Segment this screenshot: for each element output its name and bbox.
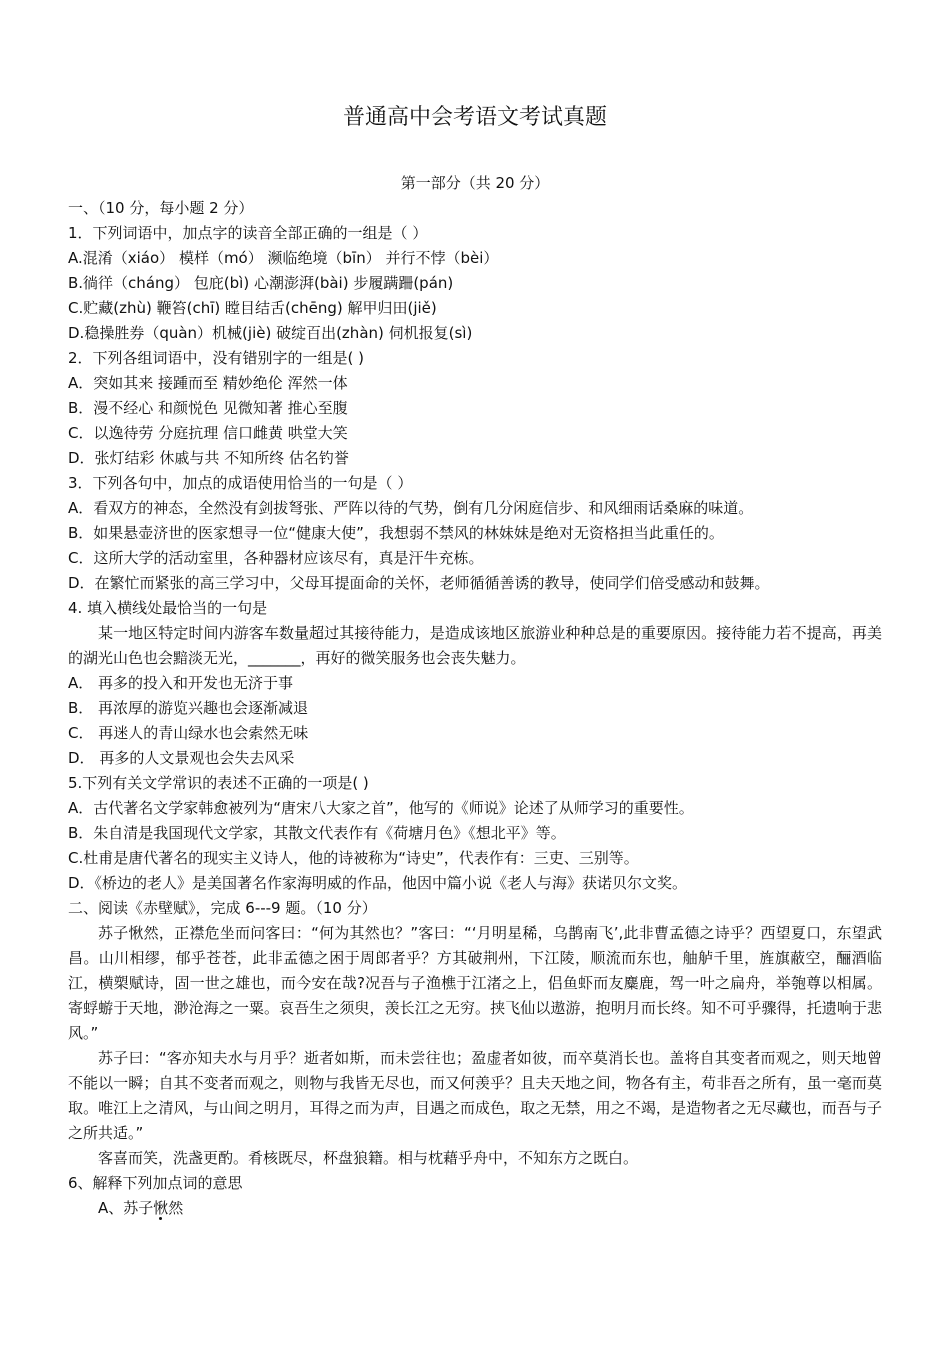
question-6-option-a <box>68 1196 882 1221</box>
question-5-option-b: B．朱自清是我国现代文学家，其散文代表作有《荷塘月色》《想北平》等。 <box>68 824 566 842</box>
question-4-option-d: D． 再多的人文景观也会失去风采 <box>68 749 295 767</box>
question-2-option-b: B．漫不经心 和颜悦色 见微知著 推心至腹 <box>68 399 348 417</box>
question-4-option-c: C． 再迷人的青山绿水也会索然无味 <box>68 724 309 742</box>
question-2-option-d: D．张灯结彩 休戚与共 不知所终 估名钓誉 <box>68 449 349 467</box>
question-5-option-a: A．古代著名文学家韩愈被列为“唐宋八大家之首”，他写的《师说》论述了从师学习的重要性。 <box>68 799 694 817</box>
dotted-character: 愀 <box>153 1199 169 1217</box>
page-title: 普通高中会考语文考试真题 <box>342 105 607 130</box>
reading-passage-paragraph-2: 苏子曰：“客亦知夫水与月乎？逝者如斯，而未尝往也；盈虚者如彼，而卒莫消长也。盖将自其变者而观之，则天地曾不能以一瞬；自其不变者而观之，则物与我皆无尽也，而又何羡乎？且夫天地之间，物各有主，苟非吾之所有，虽一毫而莫取。唯江上之清风，与山间之明月，耳得之而为声，目遇之而成色，取之无禁，用之不竭，是造物者之无尽藏也，而吾与子之所共适。” <box>68 1049 882 1142</box>
question-2-option-a: A．突如其来 接踵而至 精妙绝伦 浑然一体 <box>68 374 348 392</box>
question-2-stem: 2．下列各组词语中，没有错别字的一组是( ) <box>68 349 365 367</box>
question-1-option-c: C.贮藏(zhù) 鞭笞(chī) 瞠目结舌(chēng) 解甲归田(jiě) <box>68 299 437 317</box>
question-5-option-d: D．《桥边的老人》是美国著名作家海明威的作品，他因中篇小说《老人与海》获诺贝尔文奖。 <box>68 874 688 892</box>
reading-passage-paragraph-3: 客喜而笑，洗盏更酌。肴核既尽，杯盘狼籍。相与枕藉乎舟中，不知东方之既白。 <box>98 1149 639 1167</box>
question-2-option-c: C．以逸待劳 分庭抗理 信口雌黄 哄堂大笑 <box>68 424 348 442</box>
question-4-option-b: B． 再浓厚的游览兴趣也会逐渐减退 <box>68 699 309 717</box>
section-two-heading: 二、阅读《赤壁赋》，完成 6---9 题。（10 分） <box>68 899 377 917</box>
question-4-passage: 某一地区特定时间内游客车数量超过其接待能力，是造成该地区旅游业种种总是的重要原因。接待能力若不提高，再美的湖光山色也会黯淡无光，_______，再好的微笑服务也会丧失魅力。 <box>68 624 882 667</box>
reading-passage-paragraph-1: 苏子愀然，正襟危坐而问客曰：“何为其然也？”客曰：“‘月明星稀，乌鹊南飞’,此非曹孟德之诗乎？西望夏口，东望武昌。山川相缪，郁乎苍苍，此非孟德之困于周郎者乎？方其破荆州，下江陵，顺流而东也，舳舻千里，旌旗蔽空，酾酒临江，横槊赋诗，固一世之雄也，而今安在哉?况吾与子渔樵于江渚之上，侣鱼虾而友麋鹿，驾一叶之扁舟，举匏尊以相属。寄蜉蝣于天地，渺沧海之一粟。哀吾生之须臾，羡长江之无穷。挟飞仙以遨游，抱明月而长终。知不可乎骤得，托遗响于悲风。” <box>68 924 882 1042</box>
question-3-option-d: D．在繁忙而紧张的高三学习中，父母耳提面命的关怀，老师循循善诱的教导，使同学们倍受感动和鼓舞。 <box>68 574 770 592</box>
part-heading: 第一部分（共 20 分） <box>400 174 550 192</box>
question-1-option-d: D.稳操胜券（quàn）机械(jiè) 破绽百出(zhàn) 伺机报复(sì) <box>68 324 473 342</box>
question-6-option-a-suffix: 然 <box>168 1199 184 1217</box>
question-3-option-b: B．如果悬壶济世的医家想寻一位“健康大使”，我想弱不禁风的林妹妹是绝对无资格担当此重任的。 <box>68 524 724 542</box>
exam-content <box>68 196 882 1221</box>
question-3-option-a: A．看双方的神态，全然没有剑拔弩张、严阵以待的气势，倒有几分闲庭信步、和风细雨话桑麻的味道。 <box>68 499 754 517</box>
question-6-stem: 6、解释下列加点词的意思 <box>68 1174 243 1192</box>
question-6-option-a-prefix: A、苏子 <box>98 1199 154 1217</box>
question-3-option-c: C．这所大学的活动室里，各种器材应该尽有，真是汗牛充栋。 <box>68 549 484 567</box>
question-1-option-b: B.徜徉（cháng） 包庇(bì) 心潮澎湃(bài) 步履蹒跚(pán) <box>68 274 454 292</box>
question-5-option-c: C.杜甫是唐代著名的现实主义诗人，他的诗被称为“诗史”，代表作有：三吏、三别等。 <box>68 849 639 867</box>
question-4-stem: 4. 填入横线处最恰当的一句是 <box>68 599 268 617</box>
question-1-stem: 1．下列词语中，加点字的读音全部正确的一组是（ ） <box>68 224 428 242</box>
question-1-option-a: A.混淆（xiáo） 模样（mó） 濒临绝境（bīn） 并行不悖（bèi） <box>68 249 499 267</box>
section-one-heading: 一、（10 分，每小题 2 分） <box>68 199 254 217</box>
question-5-stem: 5.下列有关文学常识的表述不正确的一项是( ) <box>68 774 369 792</box>
question-3-stem: 3．下列各句中，加点的成语使用恰当的一句是（ ） <box>68 474 413 492</box>
question-4-option-a: A． 再多的投入和开发也无济于事 <box>68 674 294 692</box>
